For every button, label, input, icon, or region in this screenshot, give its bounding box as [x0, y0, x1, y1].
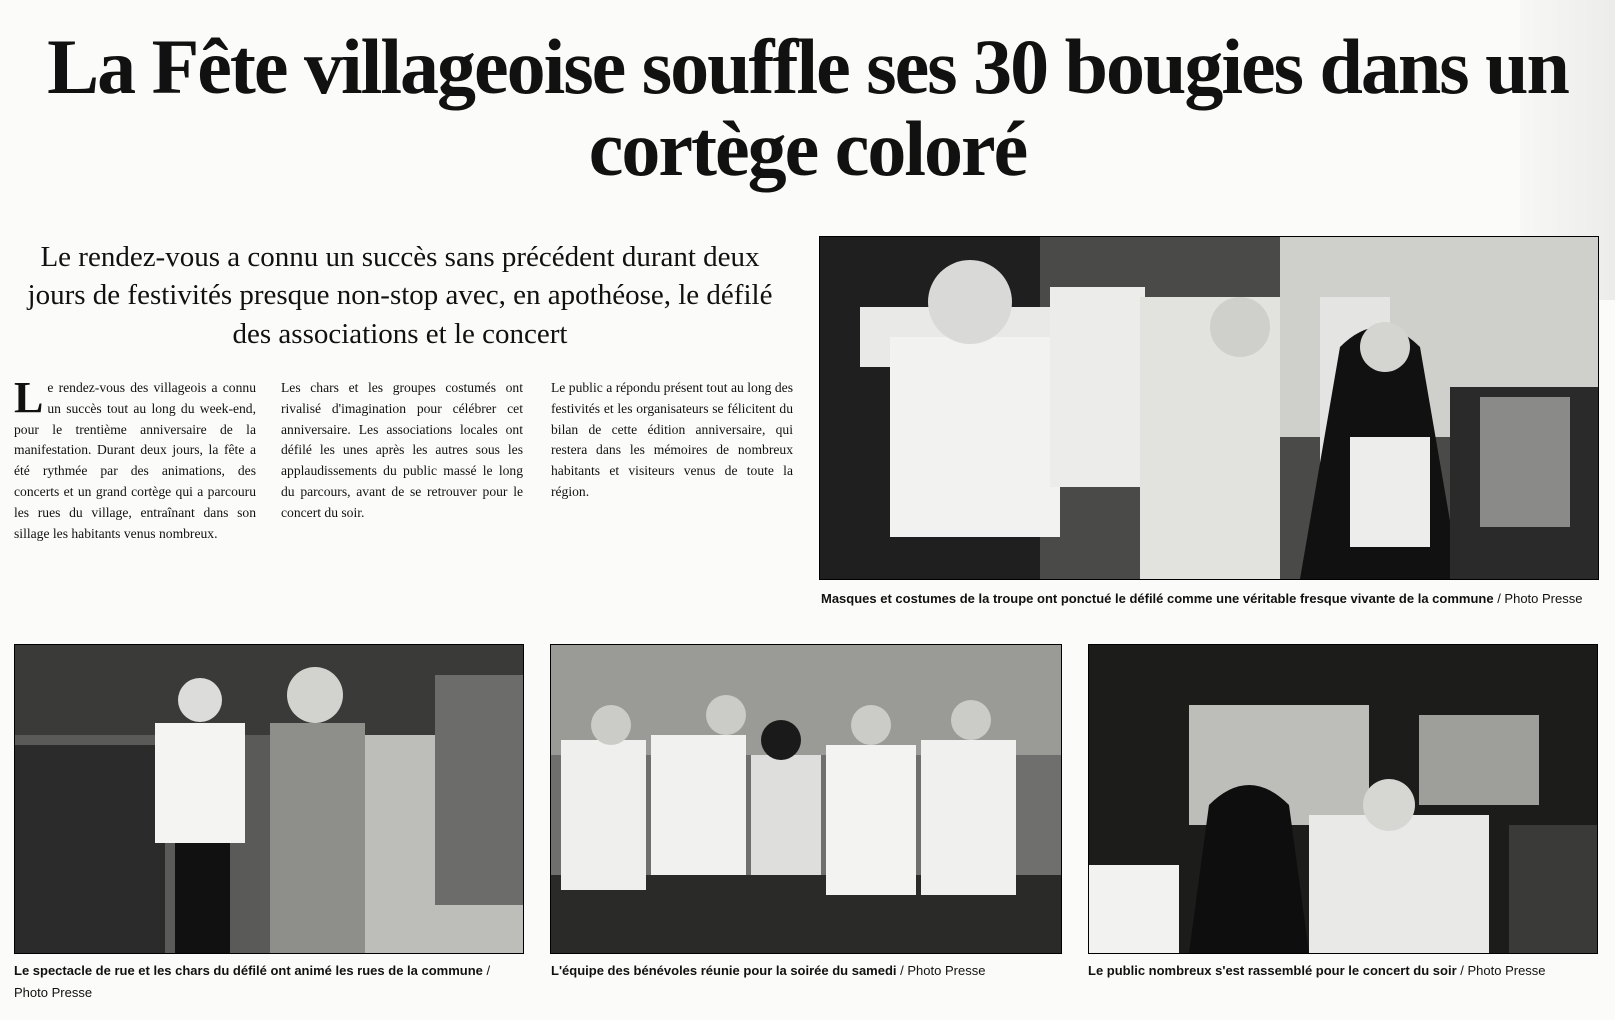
body-column-3: Le public a répondu présent tout au long des festivités et les organisateurs se félicitent du bilan de cette édition anniversaire, qui restera dans les mémoires de nombreux habitants et visiteurs venus de toute la région.	[551, 380, 793, 499]
caption-text-1: Masques et costumes de la troupe ont ponctué le défilé comme une véritable fresque vivante de la commune	[821, 591, 1494, 606]
standfirst: Le rendez-vous a connu un succès sans précédent durant deux jours de festivités presque non-stop avec, en apothéose, le défilé des associations et le concert	[27, 241, 773, 350]
drop-cap: L	[14, 378, 44, 422]
caption-credit-3: / Photo Presse	[900, 963, 986, 978]
caption-text-2: Le spectacle de rue et les chars du défilé ont animé les rues de la commune	[14, 963, 483, 978]
body-column-1	[14, 378, 256, 630]
caption-credit-4: / Photo Presse	[1460, 963, 1546, 978]
caption-credit-2: / Photo Presse	[14, 963, 491, 1000]
caption-text-3: L'équipe des bénévoles réunie pour la soirée du samedi	[551, 963, 897, 978]
headline: La Fête villageoise souffle ses 30 bougies dans un cortège coloré	[47, 23, 1568, 192]
body-text-1: e rendez-vous des villageois a connu un succès tout au long du week-end, pour le trentième anniversaire de la manifestation. Durant deux jours, la fête a été rythmée par des animations, des concerts et un grand cortège qui a parcouru les rues du village, entraînant dans son sillage les habitants venus nombreux.	[14, 380, 256, 541]
photo-caption-3	[551, 960, 1056, 1004]
body-column-2: Les chars et les groupes costumés ont rivalisé d'imagination pour célébrer cet anniversaire. Les associations locales ont défilé les unes après les autres sous les applaudissements du public massé le long du parcours, avant de se retrouver pour le concert du soir.	[281, 380, 523, 520]
photo-volunteers-group	[550, 644, 1062, 954]
photo-concert-crowd	[1088, 644, 1598, 954]
photo-caption-1	[821, 588, 1596, 632]
photo-street-parade	[14, 644, 524, 954]
caption-credit-1: / Photo Presse	[1497, 591, 1583, 606]
photo-caption-4	[1088, 960, 1593, 1004]
photo-caption-2	[14, 960, 519, 1004]
caption-text-4: Le public nombreux s'est rassemblé pour le concert du soir	[1088, 963, 1457, 978]
photo-masked-costumes	[819, 236, 1599, 580]
